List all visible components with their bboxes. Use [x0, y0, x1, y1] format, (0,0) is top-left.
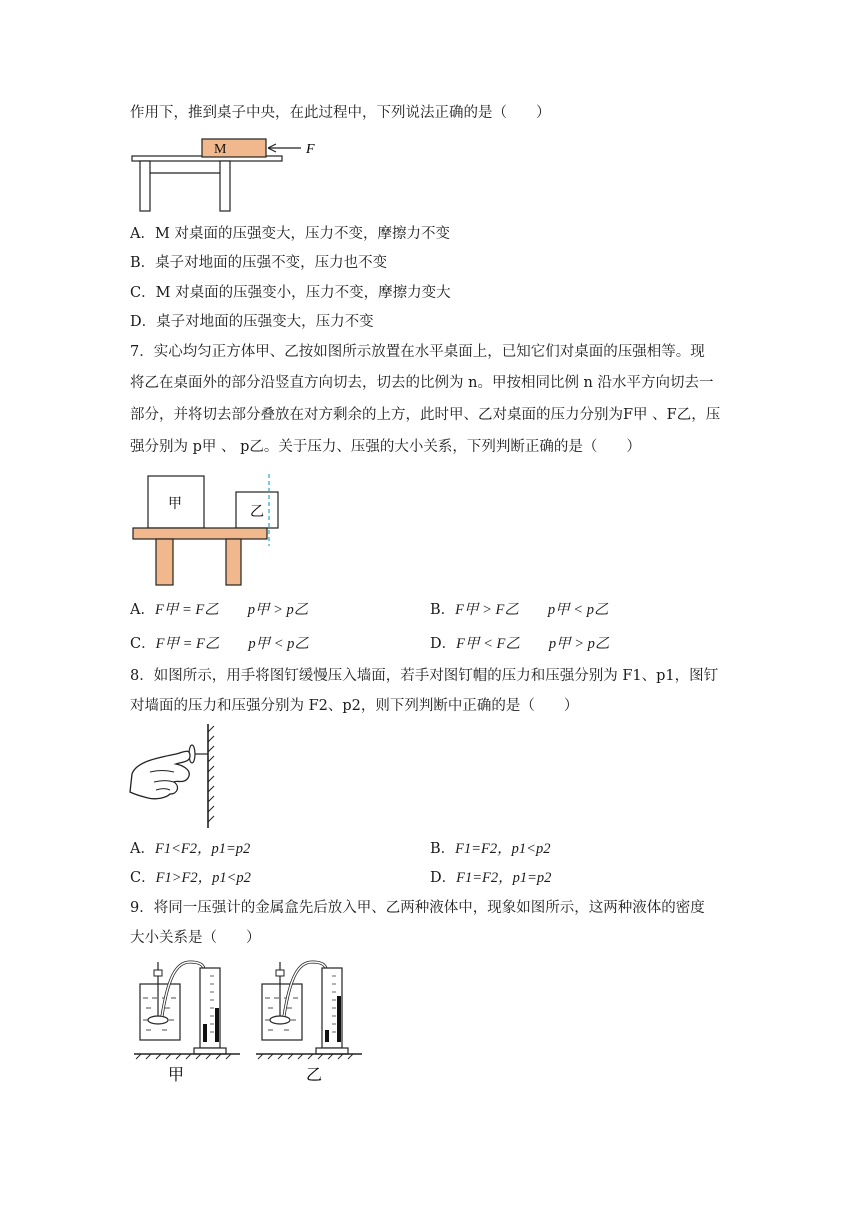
- q7-option-c[interactable]: C．F甲 = F乙 p甲 < p乙: [130, 636, 309, 652]
- q8-option-a[interactable]: A．F1<F2，p1=p2: [130, 841, 251, 857]
- cube-jia-label: 甲: [168, 496, 182, 512]
- q8-option-b[interactable]: B．F1=F2，p1<p2: [430, 841, 551, 857]
- q6-option-a[interactable]: A．M 对桌面的压强变大，压力不变，摩擦力不变: [130, 226, 450, 242]
- cube-yi-label: 乙: [250, 504, 264, 520]
- caption-jia: 甲: [168, 1065, 185, 1082]
- q7-option-b[interactable]: B．F甲 > F乙 p甲 < p乙: [430, 602, 609, 618]
- q8-option-d[interactable]: D．F1=F2，p1=p2: [430, 870, 552, 886]
- hand-icon: [130, 751, 190, 799]
- q7-line-2: 将乙在桌面外的部分沿竖直方向切去，切去的比例为 n。甲按相同比例 n 沿水平方向切去一: [130, 375, 714, 391]
- q7-line-4: 强分别为 p甲 、 p乙。关于压力、压强的大小关系，下列判断正确的是（ ）: [130, 439, 641, 455]
- q9-gauge-yi-figure: [254, 958, 366, 1082]
- metal-box: [148, 1016, 168, 1024]
- q8-line-2: 对墙面的压力和压强分别为 F2、p2，则下列判断中正确的是（ ）: [130, 698, 579, 714]
- block-label: M: [214, 142, 227, 157]
- q7-option-d[interactable]: D．F甲 < F乙 p甲 > p乙: [430, 636, 610, 652]
- q7-cubes-figure: [130, 472, 280, 590]
- q6-table-figure: [128, 135, 328, 215]
- q7-option-a[interactable]: A．F甲 = F乙 p甲 > p乙: [130, 602, 309, 618]
- force-label: F: [306, 142, 315, 157]
- block-m: [202, 139, 266, 157]
- q9-line-1: 9．将同一压强计的金属盒先后放入甲、乙两种液体中，现象如图所示，这两种液体的密度: [130, 900, 705, 916]
- q8-option-c[interactable]: C．F1>F2，p1<p2: [130, 870, 251, 886]
- q6-stem-tail: 作用下，推到桌子中央，在此过程中，下列说法正确的是（ ）: [130, 105, 551, 121]
- q9-gauge-jia-figure: [132, 958, 244, 1082]
- q7-line-1: 7．实心均匀正方体甲、乙按如图所示放置在水平桌面上，已知它们对桌面的压强相等。现: [130, 344, 705, 360]
- caption-yi: 乙: [306, 1065, 323, 1082]
- q9-line-2: 大小关系是（ ）: [130, 930, 261, 946]
- q6-option-b[interactable]: B．桌子对地面的压强不变，压力也不变: [130, 255, 388, 271]
- q8-hand-pin-figure: [126, 722, 226, 832]
- q8-line-1: 8．如图所示，用手将图钉缓慢压入墙面，若手对图钉帽的压力和压强分别为 F1、p1，图钉: [130, 668, 719, 684]
- q6-option-c[interactable]: C．M 对桌面的压强变小，压力不变，摩擦力变大: [130, 285, 451, 301]
- q6-option-d[interactable]: D．桌子对地面的压强变大，压力不变: [130, 314, 374, 330]
- beaker: [140, 984, 180, 1040]
- q7-line-3: 部分，并将切去部分叠放在对方剩余的上方，此时甲、乙对桌面的压力分别为F甲 、F乙，压: [130, 407, 721, 423]
